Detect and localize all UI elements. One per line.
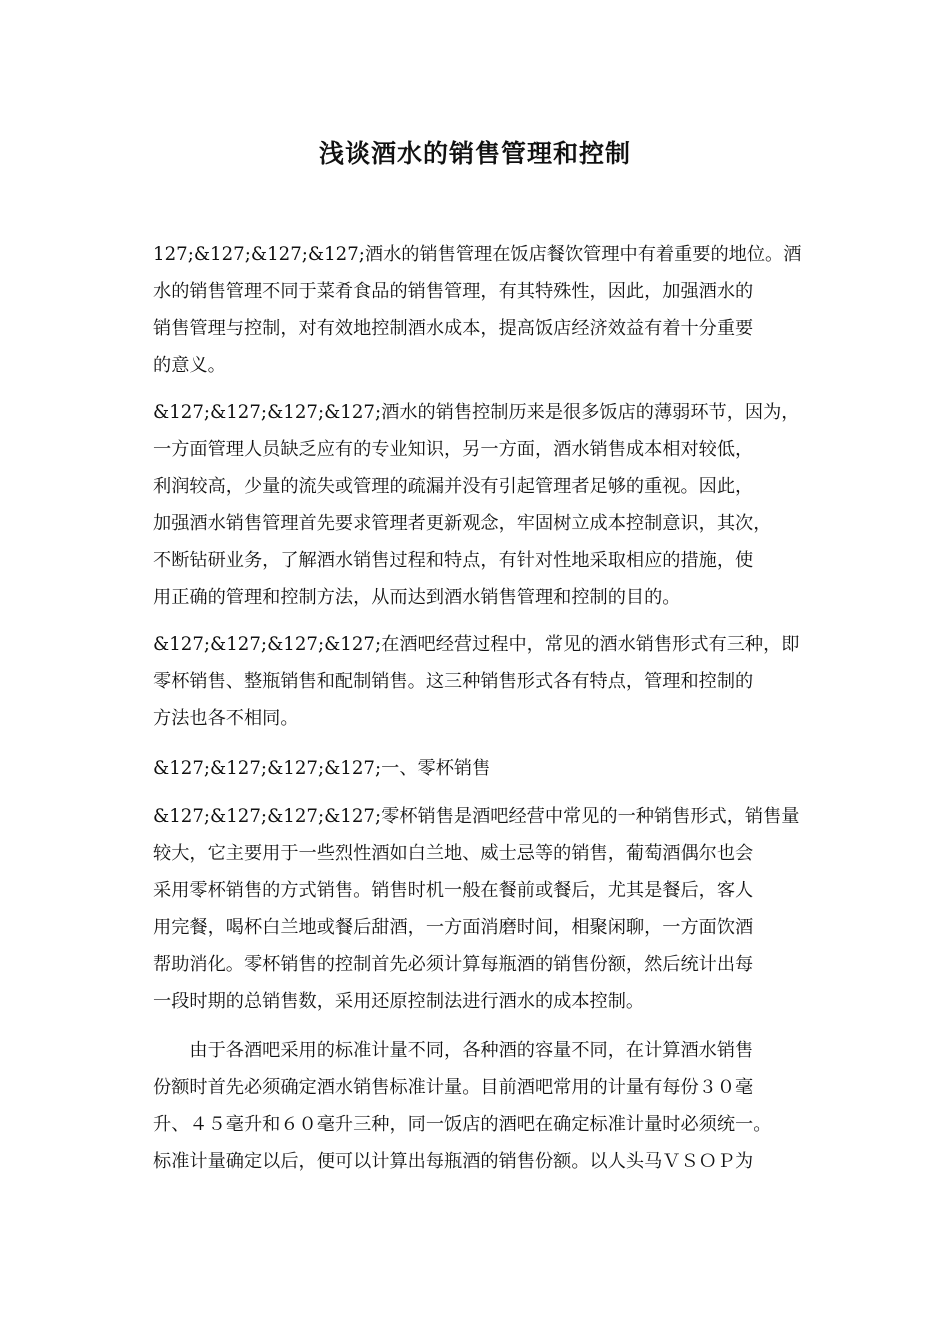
section-heading-single-cup bbox=[153, 750, 813, 787]
text-line: 水的销售管理不同于菜肴食品的销售管理，有其特殊性，因此，加强酒水的 bbox=[153, 281, 754, 302]
text-line: &127;&127;&127;&127;零杯销售是酒吧经营中常见的一种销售形式，销售量 bbox=[153, 806, 800, 827]
paragraph-single-cup bbox=[153, 798, 813, 1020]
text-line: 的意义。 bbox=[153, 355, 226, 376]
page-title: 浅谈酒水的销售管理和控制 bbox=[318, 139, 631, 168]
paragraph-weak-link bbox=[153, 394, 813, 616]
text-line: 不断钻研业务，了解酒水销售过程和特点，有针对性地采取相应的措施，使 bbox=[153, 550, 754, 571]
paragraph-sales-forms bbox=[153, 626, 813, 737]
text-line: 份额时首先必须确定酒水销售标准计量。目前酒吧常用的计量有每份３０毫 bbox=[153, 1077, 754, 1098]
text-line: 零杯销售、整瓶销售和配制销售。这三种销售形式各有特点，管理和控制的 bbox=[153, 671, 754, 692]
text-line: 用正确的管理和控制方法，从而达到酒水销售管理和控制的目的。 bbox=[153, 587, 681, 608]
paragraph-standard-measure bbox=[153, 1032, 813, 1180]
text-line: 采用零杯销售的方式销售。销售时机一般在餐前或餐后，尤其是餐后，客人 bbox=[153, 880, 754, 901]
text-line: 方法也各不相同。 bbox=[153, 708, 299, 729]
text-line: 由于各酒吧采用的标准计量不同，各种酒的容量不同，在计算酒水销售 bbox=[153, 1040, 754, 1061]
text-line: 升、４５毫升和６０毫升三种，同一饭店的酒吧在确定标准计量时必须统一。 bbox=[153, 1114, 772, 1135]
text-line: 一段时期的总销售数，采用还原控制法进行酒水的成本控制。 bbox=[153, 991, 645, 1012]
paragraph-intro bbox=[153, 236, 813, 384]
text-line: &127;&127;&127;&127;酒水的销售控制历来是很多饭店的薄弱环节，因为， bbox=[153, 402, 800, 423]
text-line: 帮助消化。零杯销售的控制首先必须计算每瓶酒的销售份额，然后统计出每 bbox=[153, 954, 754, 975]
text-line: 销售管理与控制，对有效地控制酒水成本，提高饭店经济效益有着十分重要 bbox=[153, 318, 754, 339]
text-line: 127;&127;&127;&127;酒水的销售管理在饭店餐饮管理中有着重要的地位。酒 bbox=[153, 244, 802, 265]
text-line: 较大，它主要用于一些烈性酒如白兰地、威士忌等的销售，葡萄酒偶尔也会 bbox=[153, 843, 754, 864]
text-line: 一方面管理人员缺乏应有的专业知识，另一方面，酒水销售成本相对较低， bbox=[153, 439, 754, 460]
text-line: 标准计量确定以后，便可以计算出每瓶酒的销售份额。以人头马ＶＳＯＰ为 bbox=[153, 1151, 754, 1172]
text-line: &127;&127;&127;&127;在酒吧经营过程中，常见的酒水销售形式有三种，即 bbox=[153, 634, 800, 655]
text-line: &127;&127;&127;&127;一、零杯销售 bbox=[153, 758, 491, 779]
text-line: 利润较高，少量的流失或管理的疏漏并没有引起管理者足够的重视。因此， bbox=[153, 476, 754, 497]
text-line: 用完餐，喝杯白兰地或餐后甜酒，一方面消磨时间，相聚闲聊，一方面饮酒 bbox=[153, 917, 754, 938]
text-line: 加强酒水销售管理首先要求管理者更新观念，牢固树立成本控制意识，其次， bbox=[153, 513, 772, 534]
